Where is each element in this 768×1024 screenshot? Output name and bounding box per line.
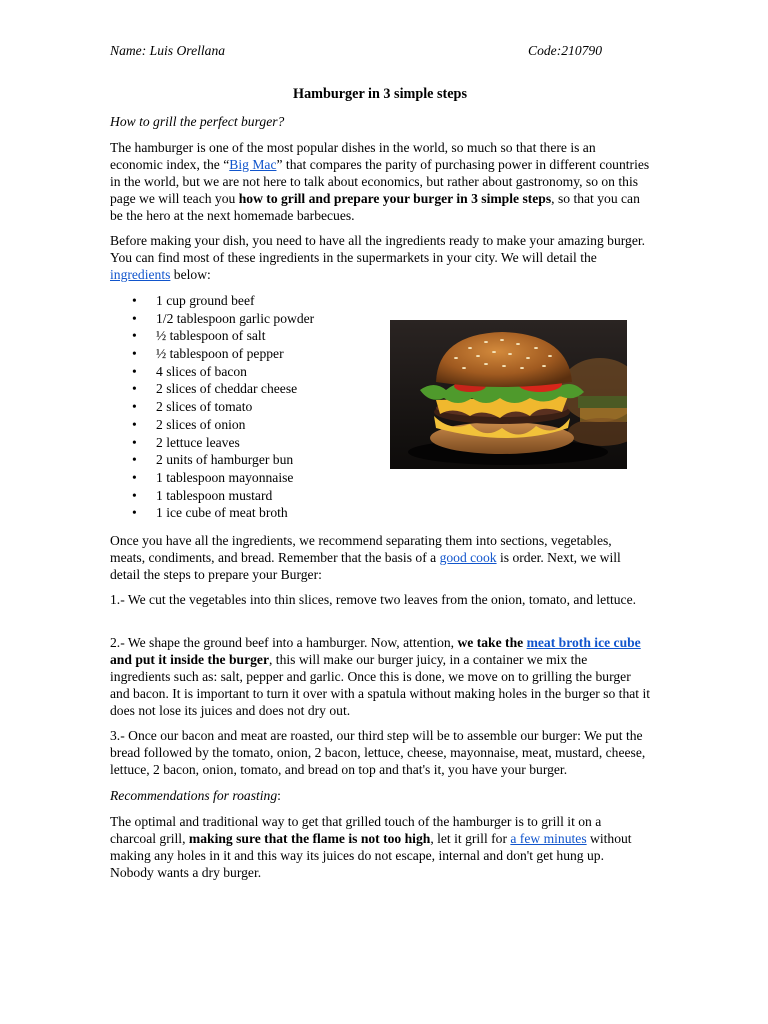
list-item: • 4 slices of bacon (110, 363, 314, 381)
meat-broth-link[interactable]: meat broth ice cube (526, 635, 641, 650)
list-item: • 1 tablespoon mayonnaise (110, 469, 314, 487)
good-cook-link[interactable]: good cook (439, 550, 497, 565)
burger-photo (390, 320, 627, 469)
step-1: 1.- We cut the vegetables into thin slices, remove two leaves from the onion, tomato, and lettuce. (110, 592, 637, 607)
student-code: Code:210790 (528, 43, 603, 58)
after-list-paragraph: Once you have all the ingredients, we recommend separating them into sections, vegetables, meats, condiments, and bread. Remember that the basis of a good cook is order. Next, we will detail the steps to prepare your Burger: (110, 533, 621, 582)
ingredients-intro: Before making your dish, you need to have all the ingredients ready to make your amazing burger. You can find most of these ingredients in the supermarkets in your city. We will detail the ingredients below: (110, 233, 646, 282)
header (110, 42, 650, 59)
author-name: Name: Luis Orellana (110, 43, 226, 58)
list-item: • 1 cup ground beef (110, 292, 314, 310)
step-2: 2.- We shape the ground beef into a hamburger. Now, attention, we take the meat broth ice cube and put it inside the burger, this will make our burger juicy, in a container we mix the ingredients such as: salt, pepper and garlic. Once this is done, we move on to grilling the burger and bacon. It is important to turn it over with a spatula without making holes in the burger so that it does not lose its juices and does not dry out. (110, 635, 651, 718)
list-item: • 1 ice cube of meat broth (110, 504, 314, 522)
recommendations-heading: Recommendations for roasting: (110, 788, 281, 803)
recommendations-paragraph: The optimal and traditional way to get that grilled touch of the hamburger is to grill it on a charcoal grill, making sure that the flame is not too high, let it grill for a few minutes without making any holes in it and this way its juices do not escape, internal and don't get hung up. Nobody wants a dry burger. (110, 814, 632, 880)
burger-photo-icon (390, 320, 627, 469)
intro-paragraph: The hamburger is one of the most popular dishes in the world, so much so that there is an economic index, the “Big Mac” that compares the parity of purchasing power in different countries in the world, but we are not here to talk about economics, but rather about gastronomy, so on this page we will teach you how to grill and prepare your burger in 3 simple steps, so that you can be the hero at the next homemade barbecues. (110, 140, 650, 223)
list-item: • ½ tablespoon of salt (110, 327, 314, 345)
list-item: • ½ tablespoon of pepper (110, 345, 314, 363)
list-item: • 2 slices of onion (110, 416, 314, 434)
page-title: Hamburger in 3 simple steps (293, 86, 467, 102)
few-minutes-link[interactable]: a few minutes (510, 831, 587, 846)
subtitle: How to grill the perfect burger? (110, 114, 285, 129)
list-item: • 2 lettuce leaves (110, 434, 314, 452)
list-item: • 2 slices of cheddar cheese (110, 380, 314, 398)
ingredients-list (110, 292, 314, 522)
list-item: • 1/2 tablespoon garlic powder (110, 310, 314, 328)
list-item: • 2 units of hamburger bun (110, 451, 314, 469)
step-3: 3.- Once our bacon and meat are roasted, our third step will be to assemble our burger: We put the bread followed by the tomato, onion, 2 bacon, lettuce, cheese, mayonnaise, meat, mustard, cheese, lettuce, 2 bacon, onion, tomato, and bread on top and that's it, you have your burger. (110, 728, 646, 777)
ingredients-link[interactable]: ingredients (110, 267, 171, 282)
big-mac-link[interactable]: Big Mac (229, 157, 277, 172)
list-item: • 1 tablespoon mustard (110, 487, 314, 505)
list-item: • 2 slices of tomato (110, 398, 314, 416)
